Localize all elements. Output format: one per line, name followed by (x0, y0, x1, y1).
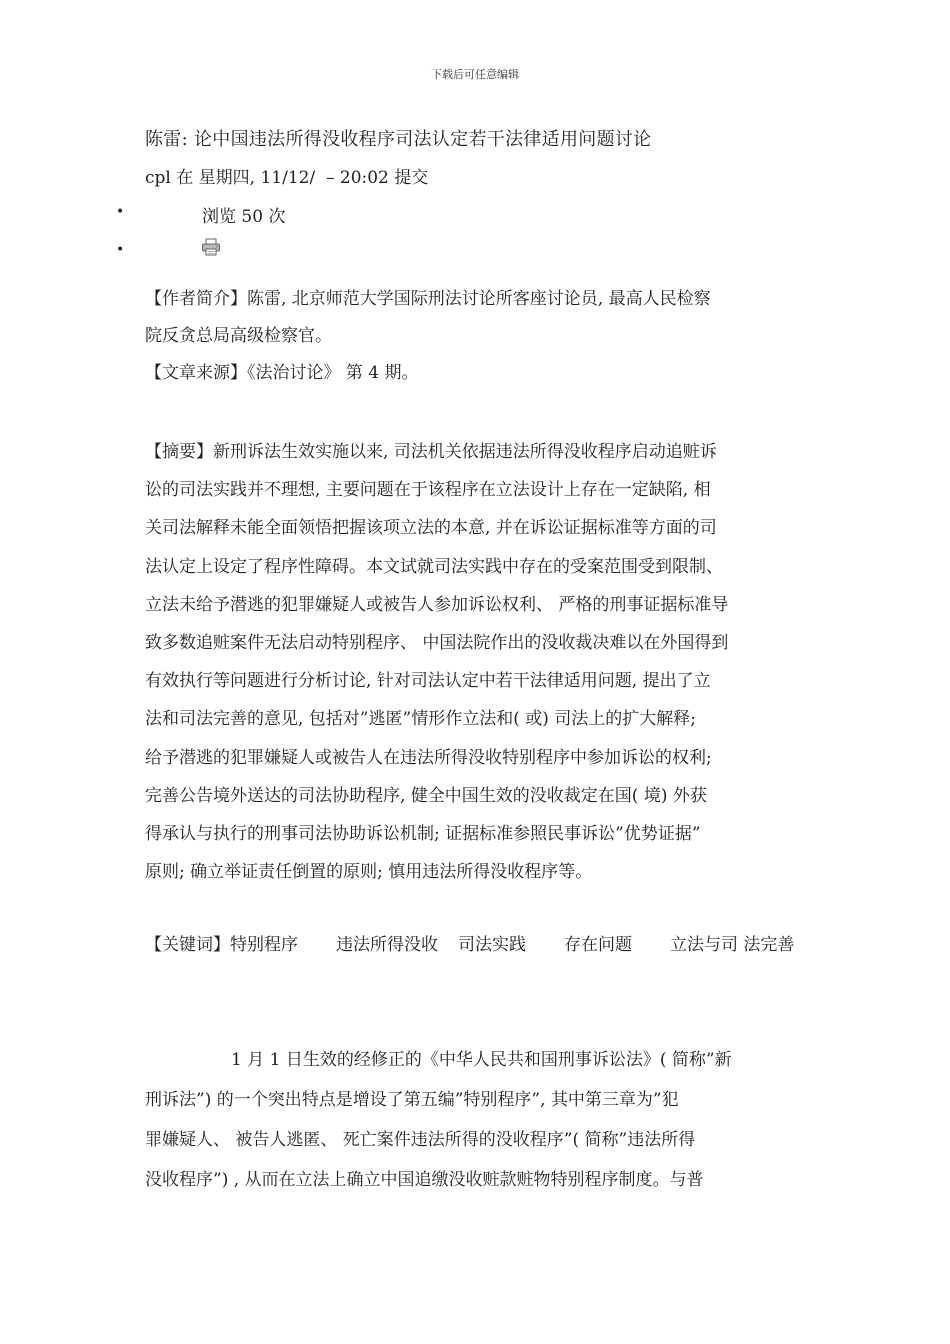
keywords-label: 【关键词】 (145, 935, 230, 955)
header-note: 下载后可任意编辑 (431, 68, 519, 81)
author-line: 【作者简介】陈雷, 北京师范大学国际刑法讨论所客座讨论员, 最高人民检察 (145, 289, 711, 309)
body-line: 刑诉法”) 的一个突出特点是增设了第五编”特别程序”, 其中第三章为”犯 (145, 1090, 679, 1110)
body-text (145, 1040, 807, 1200)
abstract-line: 法认定上设定了程序性障碍。本文试就司法实践中存在的受案范围受到限制、 (145, 556, 723, 577)
abstract-line: 关司法解释未能全面领悟把握该项立法的本意, 并在诉讼证据标准等方面的司 (145, 518, 717, 539)
keyword: 违法所得没收 (336, 935, 438, 955)
body-line: 没收程序”) , 从而在立法上确立中国追缴没收赃款赃物特别程序制度。与普 (145, 1170, 704, 1190)
printer-icon[interactable] (201, 238, 221, 256)
abstract-line: 立法未给予潜逃的犯罪嫌疑人或被告人参加诉讼权利、 严格的刑事证据标准导 (145, 594, 729, 615)
abstract-line: 原则; 确立举证责任倒置的原则; 慎用违法所得没收程序等。 (145, 862, 593, 883)
bullet-dot: • (116, 242, 125, 258)
submission-meta: cpl 在 星期四, 11/12/ – 20:02 提交 (145, 168, 429, 188)
abstract-line: 给予潜逃的犯罪嫌疑人或被告人在违法所得没收特别程序中参加诉讼的权利; (145, 747, 712, 768)
abstract-line: 有效执行等问题进行分析讨论, 针对司法认定中若干法律适用问题, 提出了立 (145, 671, 711, 692)
keyword: 特别程序 (230, 935, 298, 955)
abstract (145, 433, 807, 891)
body-line: 1 月 1 日生效的经修正的《中华人民共和国刑事诉讼法》( 简称”新 (231, 1050, 732, 1070)
abstract-line: 讼的司法实践并不理想, 主要问题在于该程序在立法设计上存在一定缺陷, 相 (145, 480, 711, 501)
abstract-line: 致多数追赃案件无法启动特别程序、 中国法院作出的没收裁决难以在外国得到 (145, 633, 729, 654)
keyword: 司法实践 (458, 935, 526, 955)
keyword: 立法与司 (670, 935, 738, 955)
article-source: 【文章来源】《法治讨论》 第 4 期。 (145, 363, 419, 383)
body-line: 罪嫌疑人、 被告人逃匿、 死亡案件违法所得的没收程序”( 简称”违法所得 (145, 1130, 696, 1150)
author-intro (145, 281, 807, 392)
author-line: 院反贪总局高级检察官。 (145, 326, 332, 346)
abstract-line: 完善公告境外送达的司法协助程序, 健全中国生效的没收裁定在国( 境) 外获 (145, 785, 707, 806)
bullet-dot: • (116, 204, 125, 220)
keyword: 法完善 (743, 935, 795, 955)
abstract-line: 法和司法完善的意见, 包括对”逃匿”情形作立法和( 或) 司法上的扩大解释; (145, 709, 696, 730)
article-title: 陈雷: 论中国违法所得没收程序司法认定若干法律适用问题讨论 (145, 129, 652, 150)
abstract-line: 【摘要】新刑诉法生效实施以来, 司法机关依据违法所得没收程序启动追赃诉 (145, 442, 717, 462)
keywords (145, 925, 807, 965)
abstract-line: 得承认与执行的刑事司法协助诉讼机制; 证据标准参照民事诉讼”优势证据” (145, 824, 701, 845)
view-count: 浏览 50 次 (202, 207, 286, 227)
keyword: 存在问题 (564, 935, 632, 955)
